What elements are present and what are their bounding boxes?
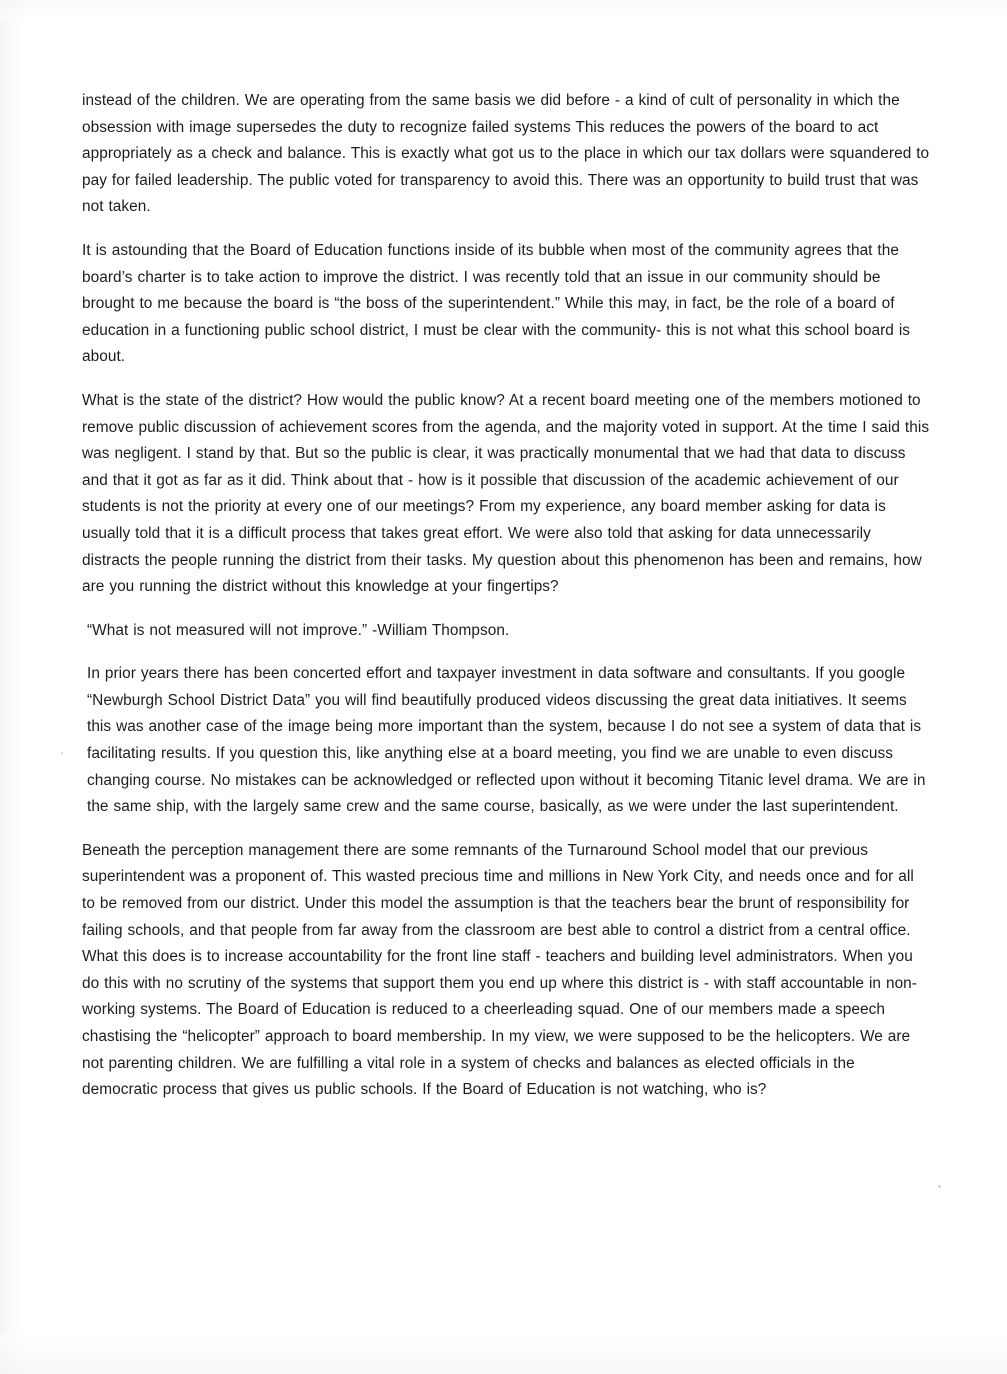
paragraph-5: Beneath the perception management there are some remnants of the Turnaround School model that our previous superintendent was a proponent of. This wasted precious time and millions in New York City, and needs once and for all to be removed from our district. Under this model the assumption is that the teachers bear the brunt of responsibility for failing schools, and that people from far away from the classroom are best able to control a district from a central office. What this does is to increase accountability for the front line staff - teachers and building level administrators. When you do this with no scrutiny of the systems that support them you end up where this district is - with staff accountable in non-working systems. The Board of Education is reduced to a cheerleading squad. One of our members made a speech chastising the “helicopter” approach to board membership. In my view, we were supposed to be the helicopters. We are not parenting children. We are fulfilling a vital role in a system of checks and balances as elected officials in the democratic process that gives us public schools. If the Board of Education is not watching, who is? <box>82 841 917 1099</box>
scan-speck <box>61 752 63 754</box>
scan-speck <box>938 1185 941 1188</box>
paragraph-3: What is the state of the district? How would the public know? At a recent board meeting one of the members motioned to remove public discussion of achievement scores from the agenda, and the majority voted in support. At the time I said this was negligent. I stand by that. But so the public is clear, it was practically monumental that we had that data to discuss and that it got as far as it did. Think about that - how is it possible that discussion of the academic achievement of our students is not the priority at every one of our meetings? From my experience, any board member asking for data is usually told that it is a difficult process that takes great effort. We were also told that asking for data unnecessarily distracts the people running the district from their tasks. My question about this phenomenon has been and remains, how are you running the district without this knowledge at your fingertips? <box>82 391 930 596</box>
paragraph-quote: “What is not measured will not improve.” -William Thompson. <box>87 621 510 639</box>
paragraph-2: It is astounding that the Board of Education functions inside of its bubble when most of the community agrees that the board’s charter is to take action to improve the district. I was recently told that an issue in our community should be brought to me because the board is “the boss of the superintendent.” While this may, in fact, be the role of a board of education in a functioning public school district, I must be clear with the community- this is not what this school board is about. <box>82 241 911 366</box>
scan-edge-top <box>0 0 1007 18</box>
scan-edge-bottom <box>0 1334 1007 1374</box>
document-body <box>82 88 930 1121</box>
scan-edge-left <box>0 0 26 1374</box>
paragraph-4: In prior years there has been concerted effort and taxpayer investment in data software and consultants. If you google “Newburgh School District Data” you will find beautifully produced videos discussing the great data initiatives. It seems this was another case of the image being more important than the system, because I do not see a system of data that is facilitating results. If you question this, like anything else at a board meeting, you find we are unable to even discuss changing course. No mistakes can be acknowledged or reflected upon without it becoming Titanic level drama. We are in the same ship, with the largely same crew and the same course, basically, as we were under the last superintendent. <box>87 665 926 816</box>
paragraph-1: instead of the children. We are operating from the same basis we did before - a kind of cult of personality in which the obsession with image supersedes the duty to recognize failed systems This reduces the powers of the board to act appropriately as a check and balance. This is exactly what got us to the place in which our tax dollars were squandered to pay for failed leadership. The public voted for transparency to avoid this. There was an opportunity to build trust that was not taken. <box>82 92 930 216</box>
